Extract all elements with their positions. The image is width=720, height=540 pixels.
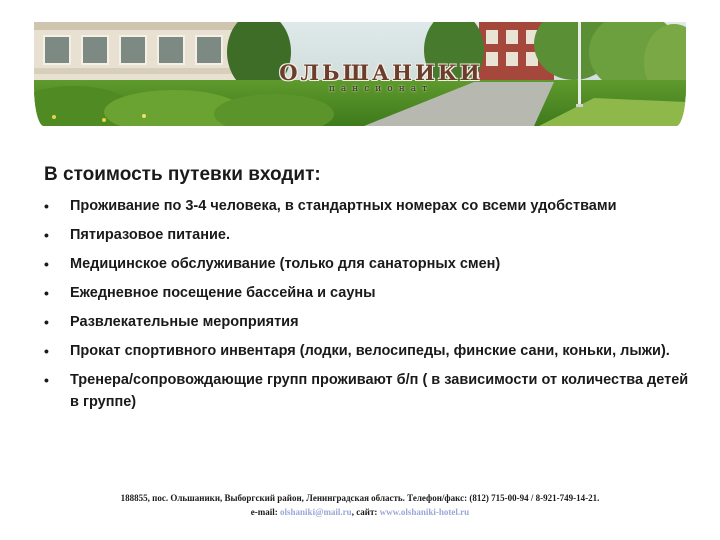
email-link[interactable]: olshaniki@mail.ru: [280, 507, 352, 517]
footer-address: 188855, пос. Ольшаники, Выборгский район, Ленинградская область. Телефон/факс: (812) 715-00-94 / 8-921-749-14-21.: [120, 493, 600, 503]
list-item: [44, 195, 694, 217]
list-item-text: Прокат спортивного инвентаря (лодки, велосипеды, финские сани, коньки, лыжи).: [70, 343, 670, 359]
list-item-text: Ежедневное посещение бассейна и сауны: [70, 285, 376, 301]
logo-title: ОЛЬШАНИКИ: [279, 60, 483, 85]
list-item-text: Тренера/сопровождающие групп проживают б/п ( в зависимости от количества детей в группе): [70, 372, 689, 410]
bullet-icon: •: [44, 314, 49, 330]
list-item: [44, 369, 694, 413]
bullet-icon: •: [44, 285, 49, 301]
footer-contacts: [0, 507, 720, 517]
bullet-icon: •: [44, 198, 49, 214]
bullet-icon: •: [44, 372, 49, 388]
included-list: [44, 195, 694, 413]
site-label: , сайт:: [351, 507, 380, 517]
logo: [256, 60, 506, 94]
bullet-icon: •: [44, 343, 49, 359]
list-item: [44, 340, 694, 362]
list-item: [44, 253, 694, 275]
site-link[interactable]: www.olshaniki-hotel.ru: [379, 507, 470, 517]
list-item-text: Развлекательные мероприятия: [70, 314, 299, 330]
section-heading: В стоимость путевки входит:: [44, 164, 321, 185]
list-item-text: Проживание по 3-4 человека, в стандартных номерах со всеми удобствами: [70, 198, 617, 214]
logo-subtitle: пансионат: [328, 84, 434, 94]
list-item: [44, 311, 694, 333]
email-label: e-mail:: [250, 507, 281, 517]
banner-photo: [34, 22, 686, 126]
list-item-text: Пятиразовое питание.: [70, 227, 230, 243]
content-block: [44, 164, 694, 420]
bullet-icon: •: [44, 227, 49, 243]
list-item-text: Медицинское обслуживание (только для санаторных смен): [70, 256, 501, 272]
bullet-icon: •: [44, 256, 49, 272]
list-item: [44, 282, 694, 304]
list-item: [44, 224, 694, 246]
